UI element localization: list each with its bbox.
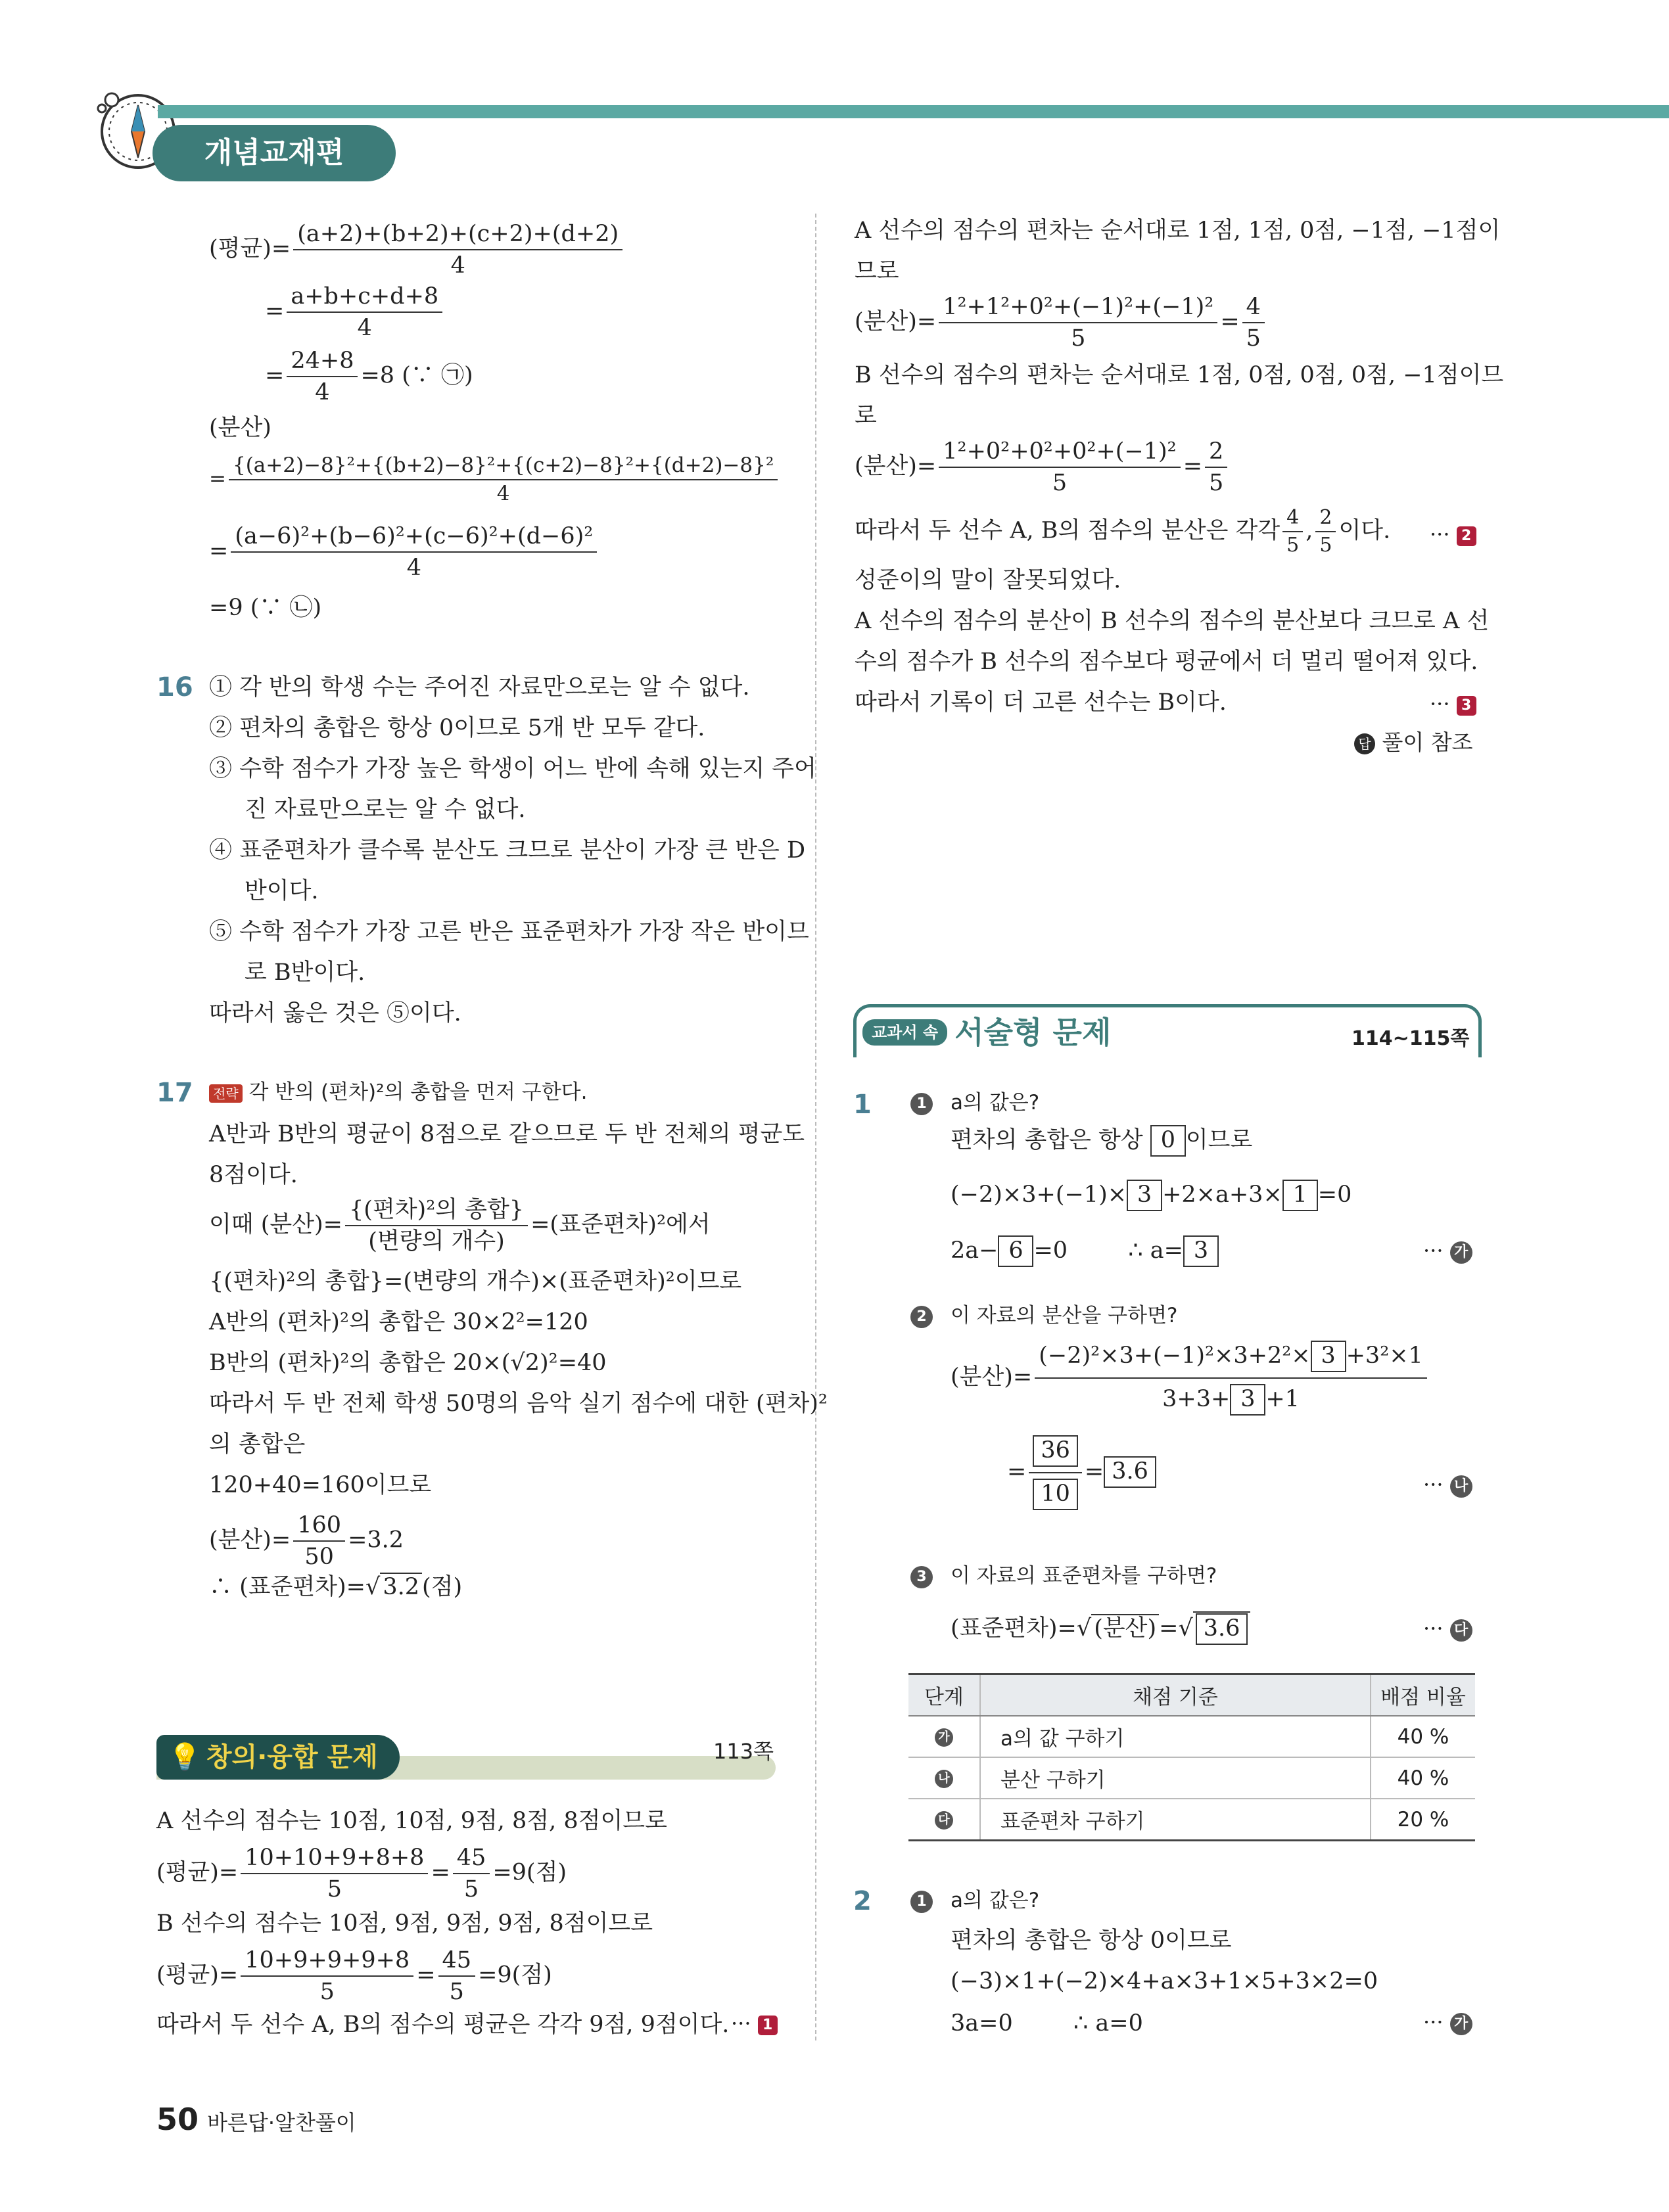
essay-tag: 교과서 속: [862, 1019, 947, 1046]
creative-title-pill: 💡 창의·융합 문제: [156, 1735, 400, 1780]
answer-box: 3.6: [1104, 1456, 1156, 1488]
essay-header: [862, 1012, 1111, 1051]
step-badge: 3: [1457, 696, 1476, 716]
answer-box: 1: [1282, 1180, 1318, 1211]
section-label: 개념교재편: [204, 136, 344, 170]
page-number: 50: [156, 2102, 199, 2137]
step-badge: 2: [1457, 526, 1476, 546]
answer-box: 3: [1230, 1384, 1265, 1416]
table-row: 가 a의 값 구하기 40 %: [908, 1716, 1475, 1757]
book-title: 바른답·알찬풀이: [207, 2110, 356, 2135]
answer-box: 6: [998, 1235, 1033, 1267]
step-badge: 1: [758, 2016, 778, 2035]
answer-badge: 답: [1354, 733, 1375, 754]
answer-box: 36: [1033, 1435, 1078, 1467]
answer-box: 0: [1150, 1125, 1186, 1157]
table-row: 나 분산 구하기 40 %: [908, 1757, 1475, 1799]
table-row: 다 표준편차 구하기 20 %: [908, 1799, 1475, 1841]
answer-box: 3: [1127, 1180, 1162, 1211]
header: [0, 0, 1669, 191]
column-divider: [815, 214, 816, 2040]
answer-box: 3.6: [1196, 1613, 1248, 1645]
col-criteria: 채점 기준: [980, 1674, 1371, 1717]
strategy-tag: 전략: [209, 1084, 243, 1103]
col-step: 단계: [908, 1674, 980, 1717]
essay-title: 서술형 문제: [954, 1014, 1112, 1050]
answer-box: 3: [1311, 1341, 1346, 1372]
answer-box: 3: [1183, 1235, 1219, 1267]
answer-box: 10: [1033, 1479, 1078, 1510]
col-ratio: 배점 비율: [1371, 1674, 1475, 1717]
lightbulb-icon: 💡: [168, 1742, 201, 1772]
scoring-table: [908, 1673, 1475, 1841]
footer: [156, 2102, 356, 2137]
header-label-pill: [153, 125, 396, 181]
header-teal-bar: [158, 105, 1669, 118]
